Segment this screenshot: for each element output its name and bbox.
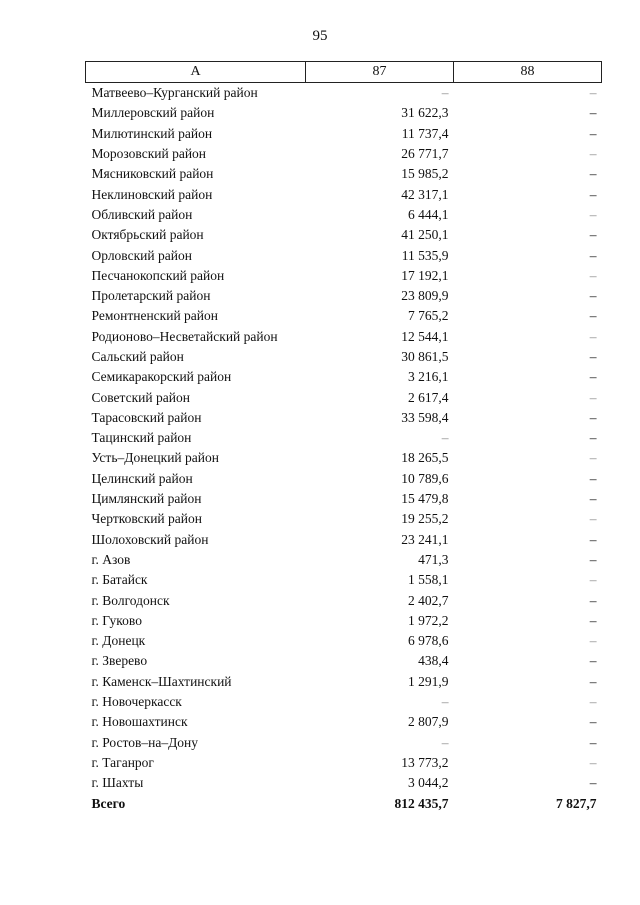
row-value-87: 1 291,9 xyxy=(408,673,449,689)
row-value-87: 6 444,1 xyxy=(408,206,449,222)
total-label: Всего xyxy=(91,795,126,811)
row-value-88: – xyxy=(589,267,597,283)
row-value-88: – xyxy=(589,754,597,770)
row-value-87: 7 765,2 xyxy=(408,308,449,324)
row-name: Орловский район xyxy=(91,247,192,263)
header-column-88: 88 xyxy=(454,62,602,83)
row-name: г. Батайск xyxy=(91,572,148,588)
row-value-88: – xyxy=(589,775,597,791)
row-value-88: – xyxy=(589,288,597,304)
total-row xyxy=(86,793,602,813)
row-value-87: 3 044,2 xyxy=(408,775,449,791)
row-name: г. Таганрог xyxy=(91,754,154,770)
row-value-88: – xyxy=(589,430,597,446)
row-name: г. Новошахтинск xyxy=(91,714,188,730)
row-value-88: – xyxy=(589,450,597,466)
table-row xyxy=(86,327,602,347)
row-name: г. Каменск–Шахтинский xyxy=(91,673,232,689)
row-value-87: – xyxy=(441,734,449,750)
row-value-87: 471,3 xyxy=(418,551,449,567)
table-row xyxy=(86,164,602,184)
row-name: Цимлянский район xyxy=(91,491,202,507)
row-value-87: 13 773,2 xyxy=(401,754,449,770)
row-name: Родионово–Несветайский район xyxy=(91,328,278,344)
table-row xyxy=(86,387,602,407)
row-value-87: 1 972,2 xyxy=(408,612,449,628)
table-row xyxy=(86,266,602,286)
table-row xyxy=(86,448,602,468)
row-value-87: 42 317,1 xyxy=(401,186,449,202)
row-value-88: – xyxy=(589,612,597,628)
row-value-88: – xyxy=(589,308,597,324)
row-name: Советский район xyxy=(91,389,190,405)
row-value-88: – xyxy=(589,85,597,101)
header-column-87: 87 xyxy=(306,62,454,83)
row-value-87: 17 192,1 xyxy=(401,267,449,283)
row-value-87: 31 622,3 xyxy=(401,105,449,121)
row-value-87: 26 771,7 xyxy=(401,146,449,162)
table-row xyxy=(86,347,602,367)
row-value-87: – xyxy=(441,85,449,101)
row-value-87: 41 250,1 xyxy=(401,227,449,243)
total-value-87: 812 435,7 xyxy=(394,795,449,811)
row-name: Целинский район xyxy=(91,470,193,486)
row-value-87: 11 737,4 xyxy=(401,125,449,141)
row-value-88: – xyxy=(589,349,597,364)
table-row xyxy=(86,225,602,245)
table-row xyxy=(86,672,602,692)
row-name: Шолоховский район xyxy=(91,531,209,547)
table-row xyxy=(86,692,602,712)
row-value-87: 438,4 xyxy=(418,653,449,669)
table-row xyxy=(86,83,602,104)
row-name: Миллеровский район xyxy=(91,105,215,121)
row-value-88: – xyxy=(589,409,597,425)
page-number: 95 xyxy=(312,28,328,44)
row-name: Морозовский район xyxy=(91,146,207,162)
row-name: г. Ростов–на–Дону xyxy=(91,734,199,750)
row-name: Усть–Донецкий район xyxy=(91,450,219,466)
row-value-88: – xyxy=(589,491,597,507)
row-name: г. Донецк xyxy=(91,633,146,649)
row-name: Мясниковский район xyxy=(91,166,214,182)
header-column-a: А xyxy=(86,62,306,83)
row-name: Тацинский район xyxy=(91,430,192,446)
row-value-88: – xyxy=(589,653,597,669)
table-row xyxy=(86,205,602,225)
table-row xyxy=(86,286,602,306)
row-value-87: 2 402,7 xyxy=(408,592,449,608)
table-row xyxy=(86,550,602,570)
row-value-87: – xyxy=(441,694,449,710)
table-row xyxy=(86,367,602,387)
row-value-87: 12 544,1 xyxy=(401,328,449,344)
row-value-87: 10 789,6 xyxy=(401,470,449,486)
row-value-87: 11 535,9 xyxy=(401,247,449,263)
row-value-88: – xyxy=(589,369,597,385)
row-value-88: – xyxy=(589,673,597,689)
row-value-88: – xyxy=(589,186,597,202)
row-value-87: 33 598,4 xyxy=(401,409,449,425)
table-row xyxy=(86,245,602,265)
total-value-88: 7 827,7 xyxy=(556,795,597,811)
table-row xyxy=(86,306,602,326)
row-name: Неклиновский район xyxy=(91,186,213,202)
row-value-88: – xyxy=(589,633,597,649)
table-row xyxy=(86,489,602,509)
row-name: г. Гуково xyxy=(91,612,142,628)
row-value-88: – xyxy=(589,714,597,730)
row-name: г. Волгодонск xyxy=(91,592,170,608)
row-value-88: – xyxy=(589,206,597,222)
row-value-87: 23 241,1 xyxy=(401,531,449,547)
row-value-87: 23 809,9 xyxy=(401,288,449,304)
row-value-88: – xyxy=(589,551,597,567)
table-row xyxy=(86,590,602,610)
row-value-87: 30 861,5 xyxy=(401,349,449,364)
row-value-88: – xyxy=(589,166,597,182)
table-row xyxy=(86,570,602,590)
table-row xyxy=(86,184,602,204)
row-value-87: 3 216,1 xyxy=(408,369,449,385)
header-row xyxy=(86,62,602,83)
row-name: Сальский район xyxy=(91,349,184,364)
row-name: Тарасовский район xyxy=(91,409,202,425)
row-value-87: 15 479,8 xyxy=(401,491,449,507)
row-value-87: 6 978,6 xyxy=(408,633,449,649)
row-value-87: 19 255,2 xyxy=(401,511,449,527)
row-value-88: – xyxy=(589,592,597,608)
row-name: г. Новочеркасск xyxy=(91,694,182,710)
row-value-88: – xyxy=(589,734,597,750)
row-name: Пролетарский район xyxy=(91,288,211,304)
row-name: Матвеево–Курганский район xyxy=(91,85,258,101)
row-value-87: 1 558,1 xyxy=(408,572,449,588)
row-value-88: – xyxy=(589,470,597,486)
row-name: г. Азов xyxy=(91,551,131,567)
table-row xyxy=(86,124,602,144)
table-body xyxy=(86,83,602,814)
row-value-87: 2 617,4 xyxy=(408,389,449,405)
row-value-88: – xyxy=(589,389,597,405)
row-value-88: – xyxy=(589,105,597,121)
row-value-88: – xyxy=(589,531,597,547)
row-name: Чертковский район xyxy=(91,511,202,527)
table-row xyxy=(86,753,602,773)
row-name: Октябрьский район xyxy=(91,227,204,243)
row-value-88: – xyxy=(589,227,597,243)
table-row xyxy=(86,144,602,164)
row-name: г. Шахты xyxy=(91,775,144,791)
table-row xyxy=(86,733,602,753)
table-header xyxy=(86,62,602,83)
row-name: Ремонтненский район xyxy=(91,308,218,324)
table-row xyxy=(86,469,602,489)
table-row xyxy=(86,103,602,123)
row-value-88: – xyxy=(589,125,597,141)
row-value-88: – xyxy=(589,328,597,344)
row-name: Семикаракорский район xyxy=(91,369,232,385)
table-row xyxy=(86,611,602,631)
table-row xyxy=(86,509,602,529)
table-row xyxy=(86,428,602,448)
row-name: Милютинский район xyxy=(91,125,213,141)
row-value-87: 18 265,5 xyxy=(401,450,449,466)
row-value-88: – xyxy=(589,146,597,162)
data-table xyxy=(85,61,602,814)
table-row xyxy=(86,631,602,651)
row-value-87: – xyxy=(441,430,449,446)
table-row xyxy=(86,651,602,671)
row-value-88: – xyxy=(589,694,597,710)
row-value-87: 2 807,9 xyxy=(408,714,449,730)
table-row xyxy=(86,773,602,793)
row-name: Песчанокопский район xyxy=(91,267,225,283)
table-row xyxy=(86,408,602,428)
row-value-88: – xyxy=(589,572,597,588)
row-value-88: – xyxy=(589,247,597,263)
table-row xyxy=(86,712,602,732)
row-name: г. Зверево xyxy=(91,653,148,669)
table-row xyxy=(86,530,602,550)
row-value-88: – xyxy=(589,511,597,527)
row-value-87: 15 985,2 xyxy=(401,166,449,182)
row-name: Обливский район xyxy=(91,206,193,222)
